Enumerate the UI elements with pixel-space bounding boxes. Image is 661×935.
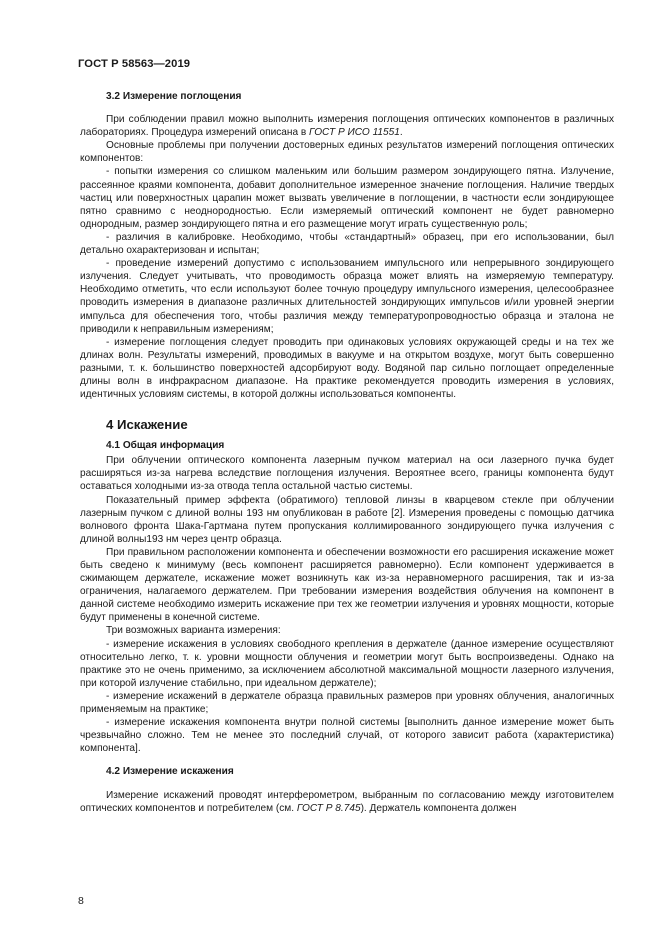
paragraph [80, 113, 614, 139]
section-3-2-heading: 3.2 Измерение поглощения [106, 91, 242, 102]
paragraph: Три возможных варианта измерения: [106, 625, 281, 637]
section-4-1-heading: 4.1 Общая информация [106, 440, 225, 452]
list-item: - измерение искажения компонента внутри полной системы [выполнить данное измерение может быть чрезвычайно сложно. Тем не менее это последний случай, от которого зависит работа (характеристика) компонента]. [80, 717, 614, 755]
paragraph: Показательный пример эффекта (обратимого) тепловой линзы в кварцевом стекле при облучении лазерным пучком с длиной волны 193 нм опубликован в работе [2]. Измерения проведены с помощью датчика волнового фронта Шака-Гартмана путем пропускания коллимированного зондирующего пучка излучения с длиной волны193 нм через центр образца. [80, 494, 614, 545]
paragraph-text: . [399, 127, 403, 139]
paragraph-text: ). Держатель компонента должен [360, 802, 517, 814]
list-item: - попытки измерения со слишком маленьким или большим размером зондирующего пятна. Излучение, рассеянное краями компонента, добавит дополнительное измеренное значение поглощения. Наличие твердых частиц или поверхностных царапин может вызвать увеличение в поглощении, в частности если зондирующее пятно сравнимо с неоднородностью. Если измеряемый оптический компонент не будет равномерно однородным, размер зондирующего пятна и его размещение могут играть существенную роль; [80, 166, 614, 230]
list-item: - измерение искажения в условиях свободного крепления в держателе (данное измерение осуществляют относительно легко, т. к. уровни мощности облучения и геометрии могут быть воспроизведены. Однако на практике это не очень применимо, за исключением абсолютной максимальной мощности лазерного излучения, при которой излучение стабильно, при идеальном держателе); [80, 638, 614, 689]
list-item: - измерение искажений в держателе образца правильных размеров при уровнях облучения, аналогичных применяемым на практике; [80, 690, 614, 716]
standard-reference: ГОСТ Р 8.745 [296, 802, 361, 814]
page-number: 8 [78, 895, 84, 907]
paragraph [80, 789, 614, 815]
paragraph: При правильном расположении компонента и обеспечении возможности его расширения искажение может быть сведено к минимуму (весь компонент расширяется равномерно). Если компонент удерживается в сжимающем держателе, искажение может возникнуть как из-за неравномерного расширения, так и из-за ограничения, налагаемого держателем. При требовании измерения воздействия облучения на компонент в данной системе необходимо измерить искажение при тех же геометрии излучения и уровнях мощности, которые будут применены в конечной системе. [80, 546, 614, 624]
paragraph: При облучении оптического компонента лазерным пучком материал на оси лазерного пучка будет расширяться из-за нагрева вследствие поглощения излучения. Вероятнее всего, границы компонента будут оставаться холодными из-за отвода тепла остальной частью системы. [80, 455, 614, 493]
section-4-2-heading: 4.2 Измерение искажения [106, 766, 234, 778]
section-4-heading: 4 Искажение [106, 417, 188, 433]
standard-reference: ГОСТ Р ИСО 11551 [309, 127, 400, 139]
page-content [80, 90, 614, 815]
list-item: - различия в калибровке. Необходимо, чтобы «стандартный» образец, при его использовании, был детально охарактеризован и испытан; [80, 231, 614, 257]
paragraph-text: При соблюдении правил можно выполнить измерения поглощения оптических компонентов в различных лабораториях. Процедура измерений описана в [80, 114, 614, 139]
paragraph-text: Измерение искажений проводят интерферометром, выбранным по согласованию между изготовителем оптических компонентов и потребителем (см. [80, 789, 614, 814]
paragraph: Основные проблемы при получении достоверных единых результатов измерений поглощения оптических компонентов: [80, 140, 614, 165]
document-header: ГОСТ Р 58563—2019 [78, 58, 191, 70]
list-item: - проведение измерений допустимо с использованием импульсного или непрерывного зондирующего излучения. Следует учитывать, что проводимость образца может влиять на измеряемую температуру. Необходимо отметить, что если используют более точную процедуру импульсного измерения, целесообразнее проводить измерения в диапазоне различных длительностей зондирующих импульсов и/или уровней энергии импульса для обеспечения того, чтобы различия между температуропроводностью образца и эталона не приводили к неправильным измерениям; [80, 258, 614, 335]
list-item: - измерение поглощения следует проводить при одинаковых условиях окружающей среды и на тех же длинах волн. Результаты измерений, проводимых в вакууме и на открытом воздухе, могут быть совершенно разными, т. к. большинство поверхностей адсорбируют воду. Водяной пар сильно поглощает определенные длины волн в инфракрасном диапазоне. На практике рекомендуется проводить измерения в условиях, идентичных условиям системы, в которой должны использоваться компоненты. [80, 336, 614, 401]
